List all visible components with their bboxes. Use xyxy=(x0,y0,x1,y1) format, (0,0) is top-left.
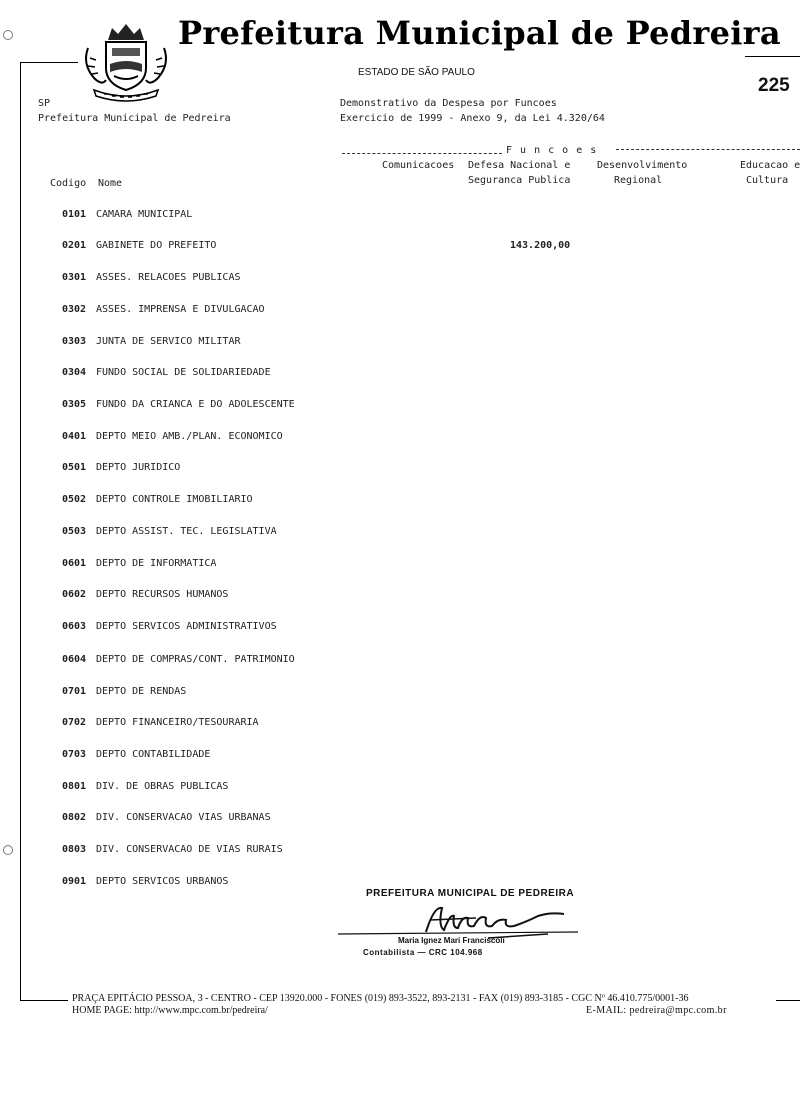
row-name: DEPTO DE INFORMATICA xyxy=(96,558,217,569)
row-name: DIV. CONSERVACAO DE VIAS RURAIS xyxy=(96,844,283,855)
report-heading: Demonstrativo da Despesa por Funcoes xyxy=(340,98,557,109)
row-code: 0602 xyxy=(62,589,87,600)
row-name: DIV. CONSERVACAO VIAS URBANAS xyxy=(96,812,271,823)
table-row xyxy=(62,844,283,855)
entity-name: Prefeitura Municipal de Pedreira xyxy=(38,113,231,124)
row-code: 0501 xyxy=(62,462,87,473)
row-name: DEPTO MEIO AMB./PLAN. ECONOMICO xyxy=(96,431,283,442)
row-name: GABINETE DO PREFEITO xyxy=(96,240,217,251)
row-code: 0303 xyxy=(62,336,87,347)
row-code: 0503 xyxy=(62,526,87,537)
row-code: 0601 xyxy=(62,558,87,569)
row-name: FUNDO DA CRIANCA E DO ADOLESCENTE xyxy=(96,399,295,410)
table-row xyxy=(62,462,180,473)
table-row xyxy=(62,209,192,220)
row-name: DEPTO FINANCEIRO/TESOURARIA xyxy=(96,717,259,728)
table-row xyxy=(62,717,259,728)
row-code: 0401 xyxy=(62,431,87,442)
column-header-name: Nome xyxy=(98,178,123,189)
column-header-defesa: Defesa Nacional e xyxy=(468,160,571,171)
row-code: 0604 xyxy=(62,654,87,665)
row-name: DEPTO RECURSOS HUMANOS xyxy=(96,589,229,600)
frame-bottom-right-line xyxy=(776,1000,800,1001)
frame-top-right-line xyxy=(745,56,800,57)
row-code: 0302 xyxy=(62,304,87,315)
column-header-desenvolvimento: Desenvolvimento xyxy=(597,160,688,171)
row-name: ASSES. IMPRENSA E DIVULGACAO xyxy=(96,304,265,315)
table-row xyxy=(62,272,241,283)
letterhead-title: Prefeitura Municipal de Pedreira xyxy=(178,14,781,52)
row-name: DEPTO SERVICOS ADMINISTRATIVOS xyxy=(96,621,277,632)
table-row xyxy=(62,558,216,569)
row-code: 0702 xyxy=(62,717,87,728)
row-name: FUNDO SOCIAL DE SOLIDARIEDADE xyxy=(96,367,271,378)
row-code: 0803 xyxy=(62,844,87,855)
row-code: 0701 xyxy=(62,686,87,697)
funcoes-rule-left xyxy=(342,153,502,154)
table-row xyxy=(62,336,241,347)
punch-hole xyxy=(3,845,13,855)
row-name: DIV. DE OBRAS PUBLICAS xyxy=(96,781,229,792)
row-code: 0301 xyxy=(62,272,87,283)
signature-stamp-title: PREFEITURA MUNICIPAL DE PEDREIRA xyxy=(366,888,575,899)
frame-top-left-line xyxy=(20,62,78,63)
row-name: DEPTO CONTABILIDADE xyxy=(96,749,211,760)
table-row xyxy=(62,589,228,600)
table-row xyxy=(62,621,277,632)
row-name: DEPTO CONTROLE IMOBILIARIO xyxy=(96,494,253,505)
report-subheading: Exercicio de 1999 - Anexo 9, da Lei 4.320/64 xyxy=(340,113,605,124)
table-row xyxy=(62,526,277,537)
table-row xyxy=(62,686,186,697)
column-header-educacao: Educacao e xyxy=(740,160,800,171)
row-amount-defesa: 143.200,00 xyxy=(510,240,571,251)
table-row xyxy=(62,367,271,378)
row-name: DEPTO ASSIST. TEC. LEGISLATIVA xyxy=(96,526,277,537)
table-row xyxy=(62,749,210,760)
row-code: 0801 xyxy=(62,781,87,792)
frame-bottom-left-line xyxy=(20,1000,68,1001)
punch-hole xyxy=(3,30,13,40)
table-row xyxy=(62,304,265,315)
table-row xyxy=(62,876,228,887)
coat-of-arms-logo xyxy=(78,18,174,102)
footer-homepage: HOME PAGE: http://www.mpc.com.br/pedreira/ xyxy=(72,1005,268,1016)
row-code: 0703 xyxy=(62,749,87,760)
row-name: DEPTO DE COMPRAS/CONT. PATRIMONIO xyxy=(96,654,295,665)
column-header-code: Codigo xyxy=(50,178,87,189)
frame-left-line xyxy=(20,62,21,1000)
row-code: 0502 xyxy=(62,494,87,505)
table-row xyxy=(62,494,253,505)
table-row xyxy=(62,654,295,665)
signatory-name: Maria Ignez Mari Franciscoli xyxy=(398,936,505,945)
footer-address: PRAÇA EPITÁCIO PESSOA, 3 - CENTRO - CEP 13920.000 - FONES (019) 893-3522, 893-2131 - FAX (019) 893-3185 - CGC Nº 46.410.775/0001-36 xyxy=(72,993,689,1004)
table-row xyxy=(62,240,216,251)
column-header-educacao-2: Cultura xyxy=(746,175,789,186)
table-row xyxy=(62,781,228,792)
row-code: 0305 xyxy=(62,399,87,410)
funcoes-rule-right xyxy=(616,149,800,150)
column-header-defesa-2: Seguranca Publica xyxy=(468,175,571,186)
row-code: 0901 xyxy=(62,876,87,887)
row-name: JUNTA DE SERVICO MILITAR xyxy=(96,336,241,347)
footer-email: E-MAIL: pedreira@mpc.com.br xyxy=(586,1005,727,1016)
column-header-desenvolvimento-2: Regional xyxy=(614,175,663,186)
row-name: ASSES. RELACOES PUBLICAS xyxy=(96,272,241,283)
row-code: 0802 xyxy=(62,812,87,823)
row-code: 0603 xyxy=(62,621,87,632)
row-name: DEPTO JURIDICO xyxy=(96,462,181,473)
column-header-comunicacoes: Comunicacoes xyxy=(382,160,455,171)
letterhead-state: ESTADO DE SÃO PAULO xyxy=(358,67,475,78)
state-code: SP xyxy=(38,98,51,109)
page-number: 225 xyxy=(758,75,790,96)
row-code: 0304 xyxy=(62,367,87,378)
table-row xyxy=(62,431,283,442)
row-name: CAMARA MUNICIPAL xyxy=(96,209,193,220)
row-code: 0201 xyxy=(62,240,87,251)
signatory-role: Contabilista — CRC 104.968 xyxy=(363,948,483,957)
table-row xyxy=(62,399,295,410)
row-name: DEPTO DE RENDAS xyxy=(96,686,187,697)
row-code: 0101 xyxy=(62,209,87,220)
table-row xyxy=(62,812,271,823)
funcoes-label: F u n c o e s xyxy=(506,145,598,156)
row-name: DEPTO SERVICOS URBANOS xyxy=(96,876,229,887)
